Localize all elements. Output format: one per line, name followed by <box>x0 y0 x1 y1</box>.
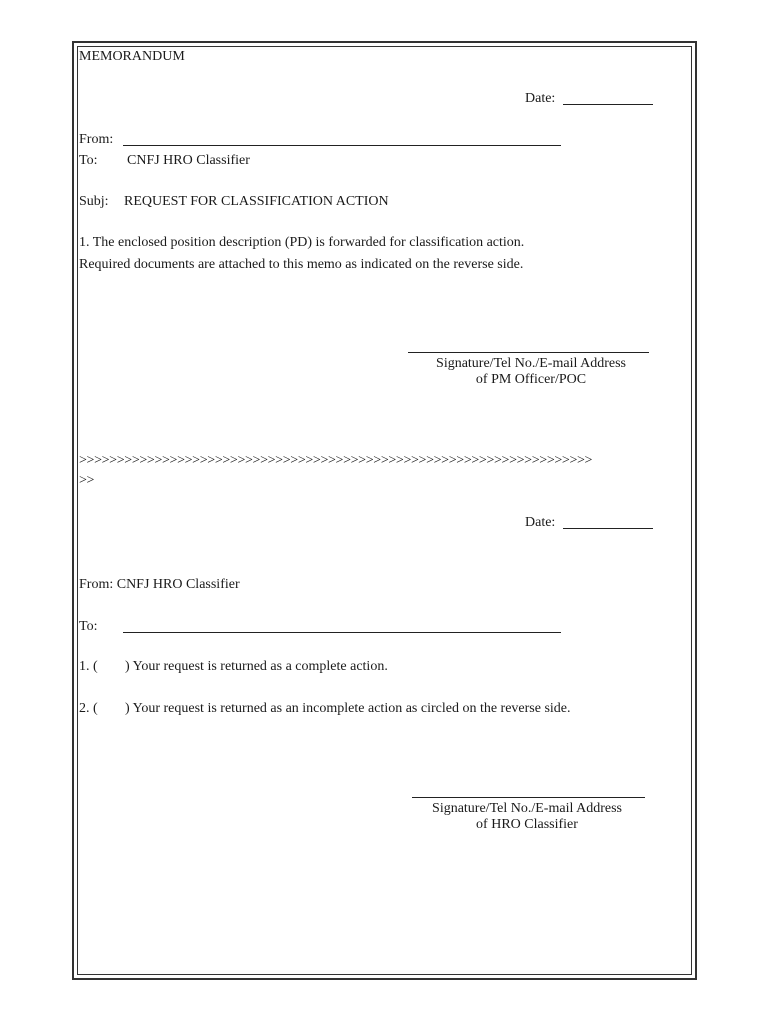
separator-line-2: >> <box>79 473 95 488</box>
subj-label: Subj: <box>79 194 109 209</box>
from-label: From: <box>79 132 114 147</box>
page-border-inner <box>77 46 692 975</box>
from-field[interactable] <box>123 145 561 146</box>
paragraph-1-line-1: 1. The enclosed position description (PD) is forwarded for classification action. <box>79 235 525 250</box>
signature-2-caption-line-2: of HRO Classifier <box>476 817 578 832</box>
reply-date-field[interactable] <box>563 528 653 529</box>
signature-1-caption-line-1: Signature/Tel No./E-mail Address <box>436 356 626 371</box>
paragraph-1-line-2: Required documents are attached to this memo as indicated on the reverse side. <box>79 257 524 272</box>
signature-line-1[interactable] <box>408 352 649 353</box>
item-2-checkbox[interactable]: 2. ( <box>79 701 98 716</box>
reply-date-label: Date: <box>525 515 556 530</box>
signature-2-caption-line-1: Signature/Tel No./E-mail Address <box>432 801 622 816</box>
item-1-text: ) Your request is returned as a complete action. <box>125 659 388 674</box>
reply-to-label: To: <box>79 619 98 634</box>
item-1-checkbox[interactable]: 1. ( <box>79 659 98 674</box>
memo-title: MEMORANDUM <box>79 49 185 64</box>
signature-1-caption-line-2: of PM Officer/POC <box>475 372 587 387</box>
signature-line-2[interactable] <box>412 797 645 798</box>
date-label: Date: <box>525 91 556 106</box>
to-label: To: <box>79 153 98 168</box>
date-field[interactable] <box>563 104 653 105</box>
reply-from: From: CNFJ HRO Classifier <box>79 577 240 592</box>
reply-to-field[interactable] <box>123 632 561 633</box>
subj-value: REQUEST FOR CLASSIFICATION ACTION <box>124 194 389 209</box>
separator-line-1: >>>>>>>>>>>>>>>>>>>>>>>>>>>>>>>>>>>>>>>>>>>>>>>>>>>>>>>>>>>>>>>>>>>> <box>79 453 593 468</box>
to-value: CNFJ HRO Classifier <box>127 153 250 168</box>
item-2-text: ) Your request is returned as an incomplete action as circled on the reverse side. <box>125 701 571 716</box>
page-border <box>72 41 697 980</box>
